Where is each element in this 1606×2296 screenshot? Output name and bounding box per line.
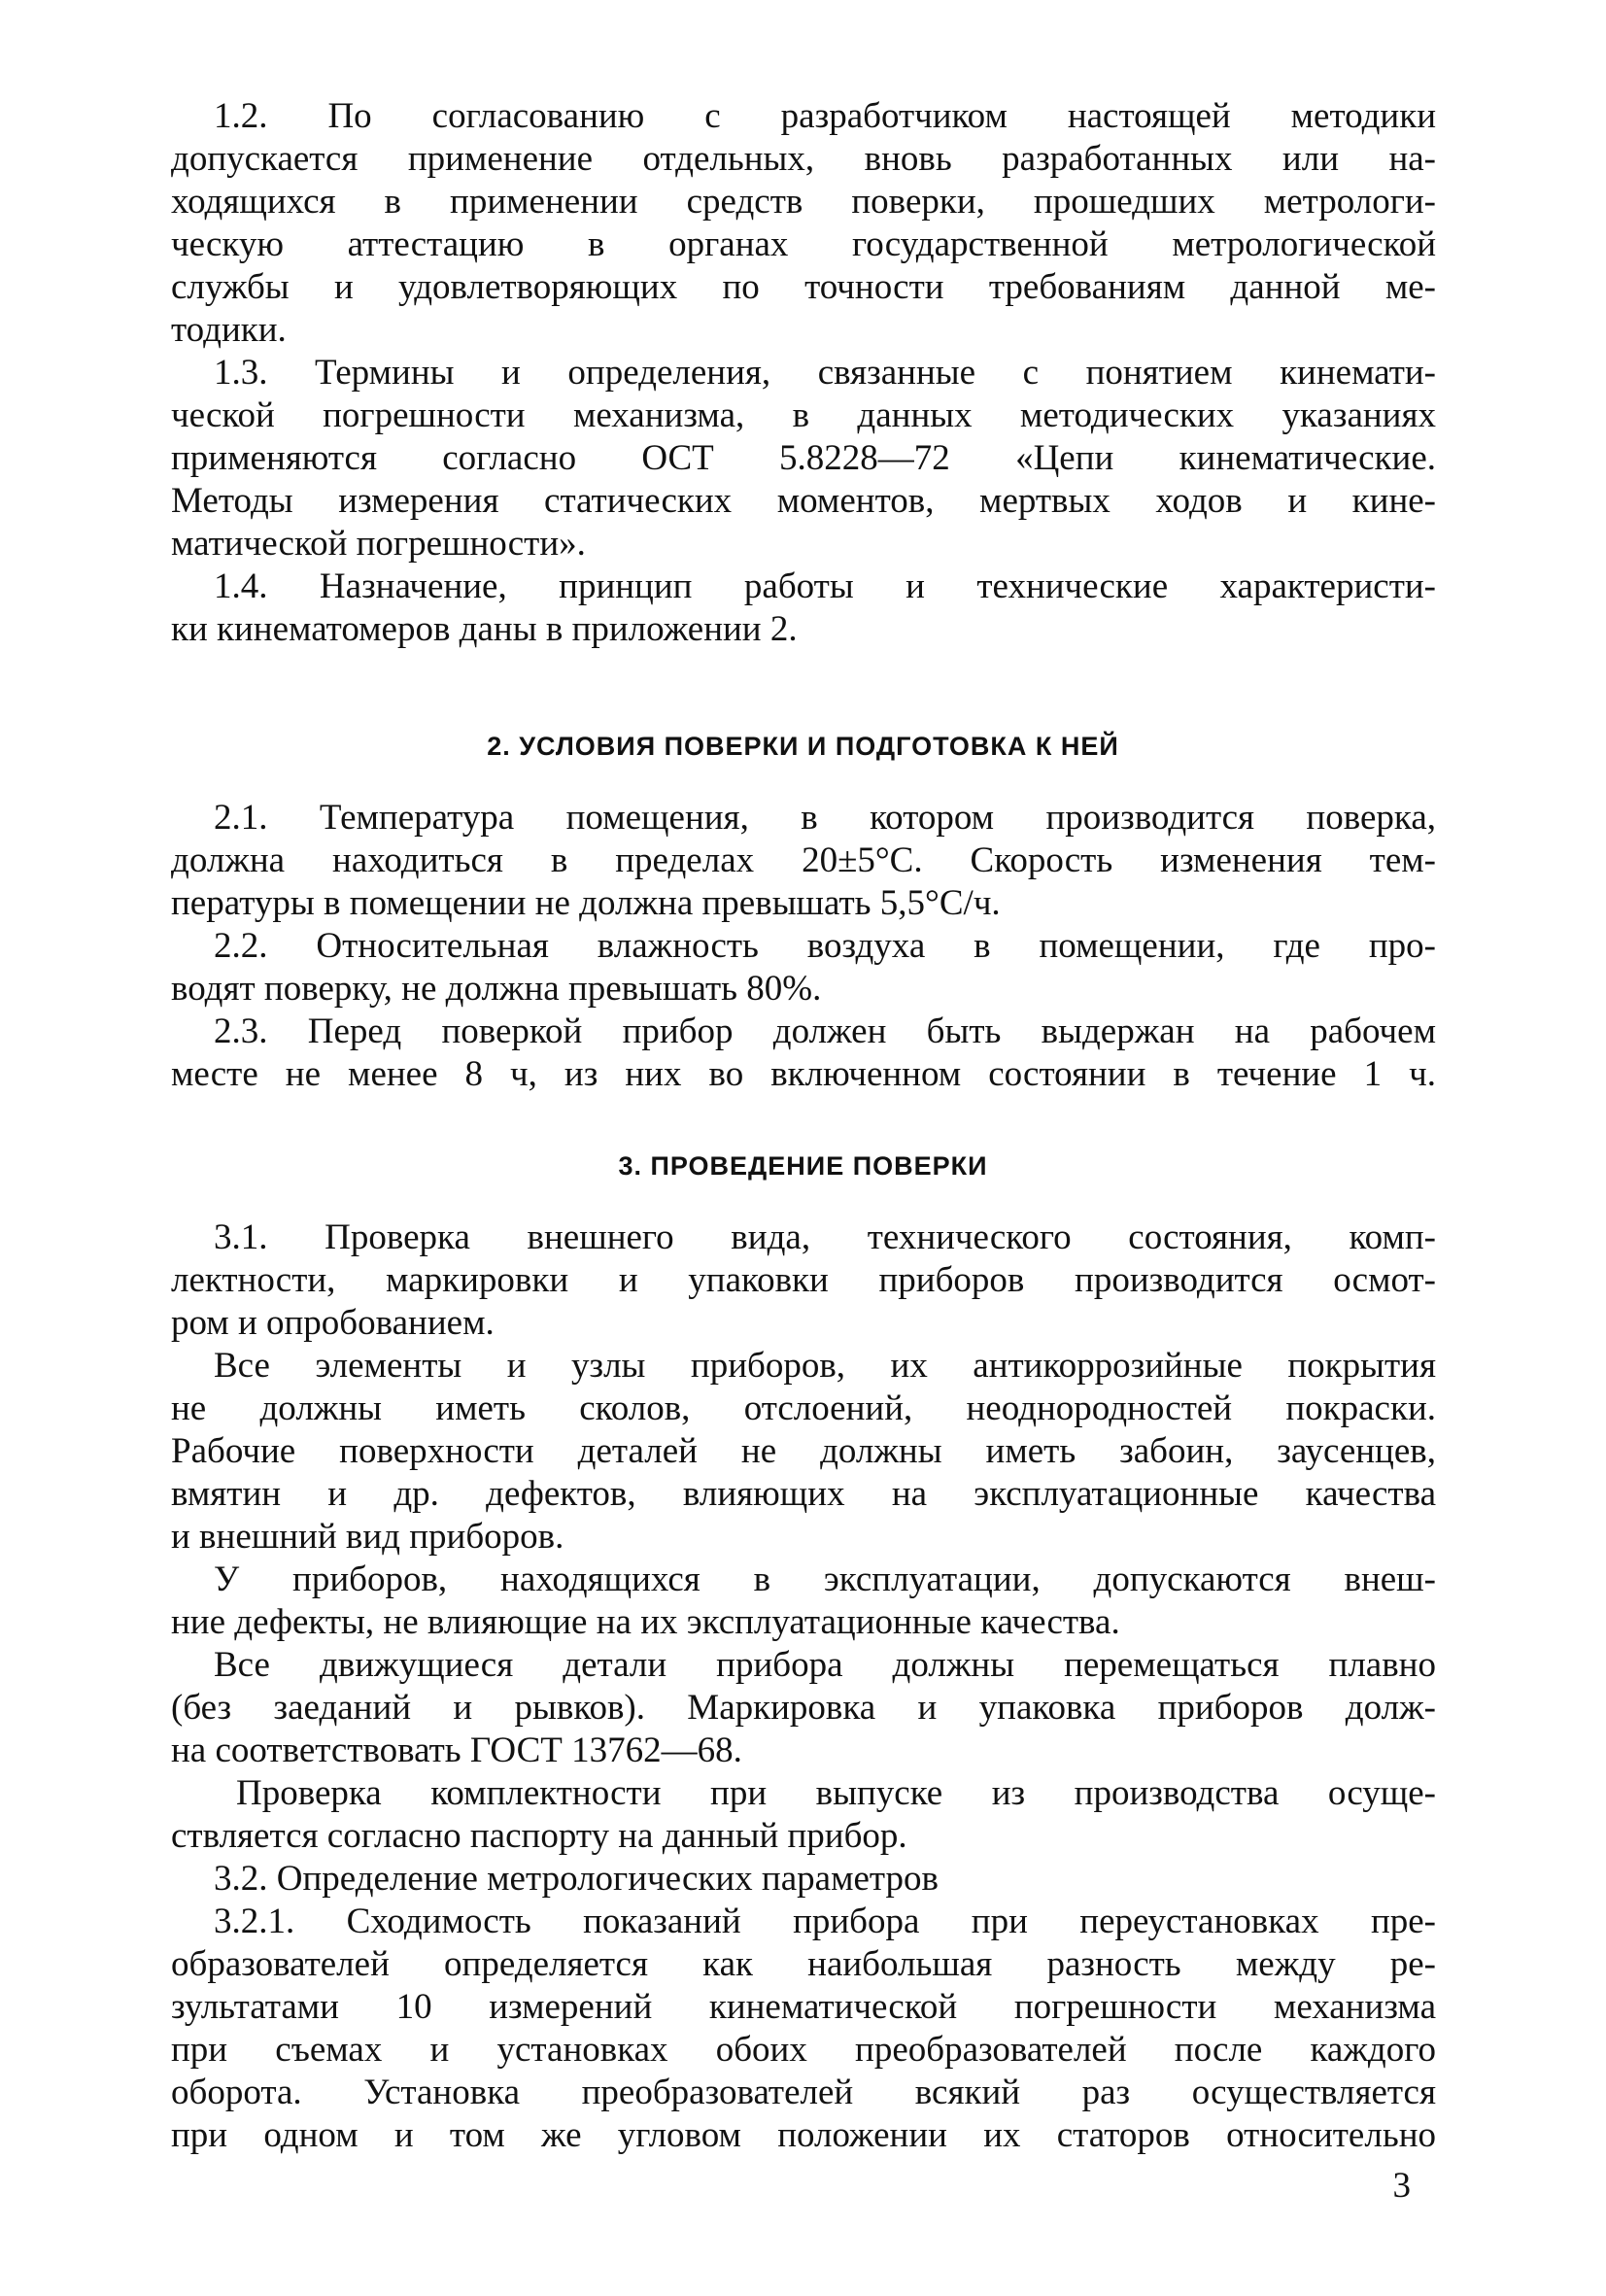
text-line: 2.2. Относительная влажность воздуха в помещении, где про- bbox=[214, 926, 1436, 966]
text-line: при одном и том же угловом положении их статоров относительно bbox=[171, 2115, 1436, 2155]
text-line: пературы в помещении не должна превышать 5,5°С/ч. bbox=[171, 883, 1001, 923]
page-number: 3 bbox=[1392, 2166, 1411, 2206]
text-line: 3.2. Определение метрологических параметров bbox=[214, 1859, 939, 1899]
text-line: службы и удовлетворяющих по точности требованиям данной ме- bbox=[171, 267, 1436, 307]
section-heading: 2. УСЛОВИЯ ПОВЕРКИ И ПОДГОТОВКА К НЕЙ bbox=[487, 732, 1119, 761]
section-heading: 3. ПРОВЕДЕНИЕ ПОВЕРКИ bbox=[618, 1151, 988, 1181]
text-line: образователей определяется как наибольшая разность между ре- bbox=[171, 1944, 1436, 1984]
text-line: матической погрешности». bbox=[171, 524, 586, 564]
text-line: месте не менее 8 ч, из них во включенном состоянии в течение 1 ч. bbox=[171, 1054, 1436, 1094]
text-line: ствляется согласно паспорту на данный прибор. bbox=[171, 1816, 907, 1856]
text-line: 1.3. Термины и определения, связанные с понятием кинемати- bbox=[214, 353, 1436, 393]
text-line: ческую аттестацию в органах государственной метрологической bbox=[171, 224, 1436, 264]
text-line: Рабочие поверхности деталей не должны иметь забоин, заусенцев, bbox=[171, 1431, 1436, 1471]
text-line: 3.2.1. Сходимость показаний прибора при переустановках пре- bbox=[214, 1902, 1436, 1941]
text-line: зультатами 10 измерений кинематической погрешности механизма bbox=[171, 1987, 1436, 2027]
text-line: ром и опробованием. bbox=[171, 1303, 495, 1343]
text-line: Методы измерения статических моментов, мертвых ходов и кине- bbox=[171, 481, 1436, 521]
text-line: 1.2. По согласованию с разработчиком настоящей методики bbox=[214, 96, 1436, 136]
text-line: Проверка комплектности при выпуске из производства осуще- bbox=[236, 1773, 1436, 1813]
text-line: ние дефекты, не влияющие на их эксплуатационные качества. bbox=[171, 1602, 1120, 1642]
text-line: не должны иметь сколов, отслоений, неоднородностей покраски. bbox=[171, 1388, 1436, 1428]
text-line: на соответствовать ГОСТ 13762—68. bbox=[171, 1731, 742, 1770]
text-line: (без заеданий и рывков). Маркировка и упаковка приборов долж- bbox=[171, 1688, 1436, 1728]
text-line: 2.3. Перед поверкой прибор должен быть выдержан на рабочем bbox=[214, 1011, 1436, 1051]
text-line: ческой погрешности механизма, в данных методических указаниях bbox=[171, 395, 1436, 435]
text-line: водят поверку, не должна превышать 80%. bbox=[171, 969, 822, 1009]
text-line: оборота. Установка преобразователей всякий раз осуществляется bbox=[171, 2073, 1436, 2112]
text-line: 1.4. Назначение, принцип работы и технические характеристи- bbox=[214, 566, 1436, 606]
text-line: У приборов, находящихся в эксплуатации, допускаются внеш- bbox=[214, 1559, 1436, 1599]
text-line: 3.1. Проверка внешнего вида, технического состояния, комп- bbox=[214, 1217, 1436, 1257]
text-line: допускается применение отдельных, вновь разработанных или на- bbox=[171, 139, 1436, 179]
text-line: ки кинематомеров даны в приложении 2. bbox=[171, 609, 798, 649]
text-line: должна находиться в пределах 20±5°С. Скорость изменения тем- bbox=[171, 840, 1436, 880]
text-line: тодики. bbox=[171, 310, 287, 350]
text-line: применяются согласно ОСТ 5.8228—72 «Цепи кинематические. bbox=[171, 438, 1436, 478]
text-line: Все движущиеся детали прибора должны перемещаться плавно bbox=[214, 1645, 1436, 1685]
text-line: ходящихся в применении средств поверки, прошедших метрологи- bbox=[171, 182, 1436, 222]
text-line: Все элементы и узлы приборов, их антикоррозийные покрытия bbox=[214, 1346, 1436, 1386]
text-line: 2.1. Температура помещения, в котором производится поверка, bbox=[214, 798, 1436, 838]
text-line: лектности, маркировки и упаковки приборов производится осмот- bbox=[171, 1260, 1436, 1300]
text-line: и внешний вид приборов. bbox=[171, 1517, 564, 1557]
text-line: при съемах и установках обоих преобразователей после каждого bbox=[171, 2030, 1436, 2070]
text-line: вмятин и др. дефектов, влияющих на эксплуатационные качества bbox=[171, 1474, 1436, 1514]
